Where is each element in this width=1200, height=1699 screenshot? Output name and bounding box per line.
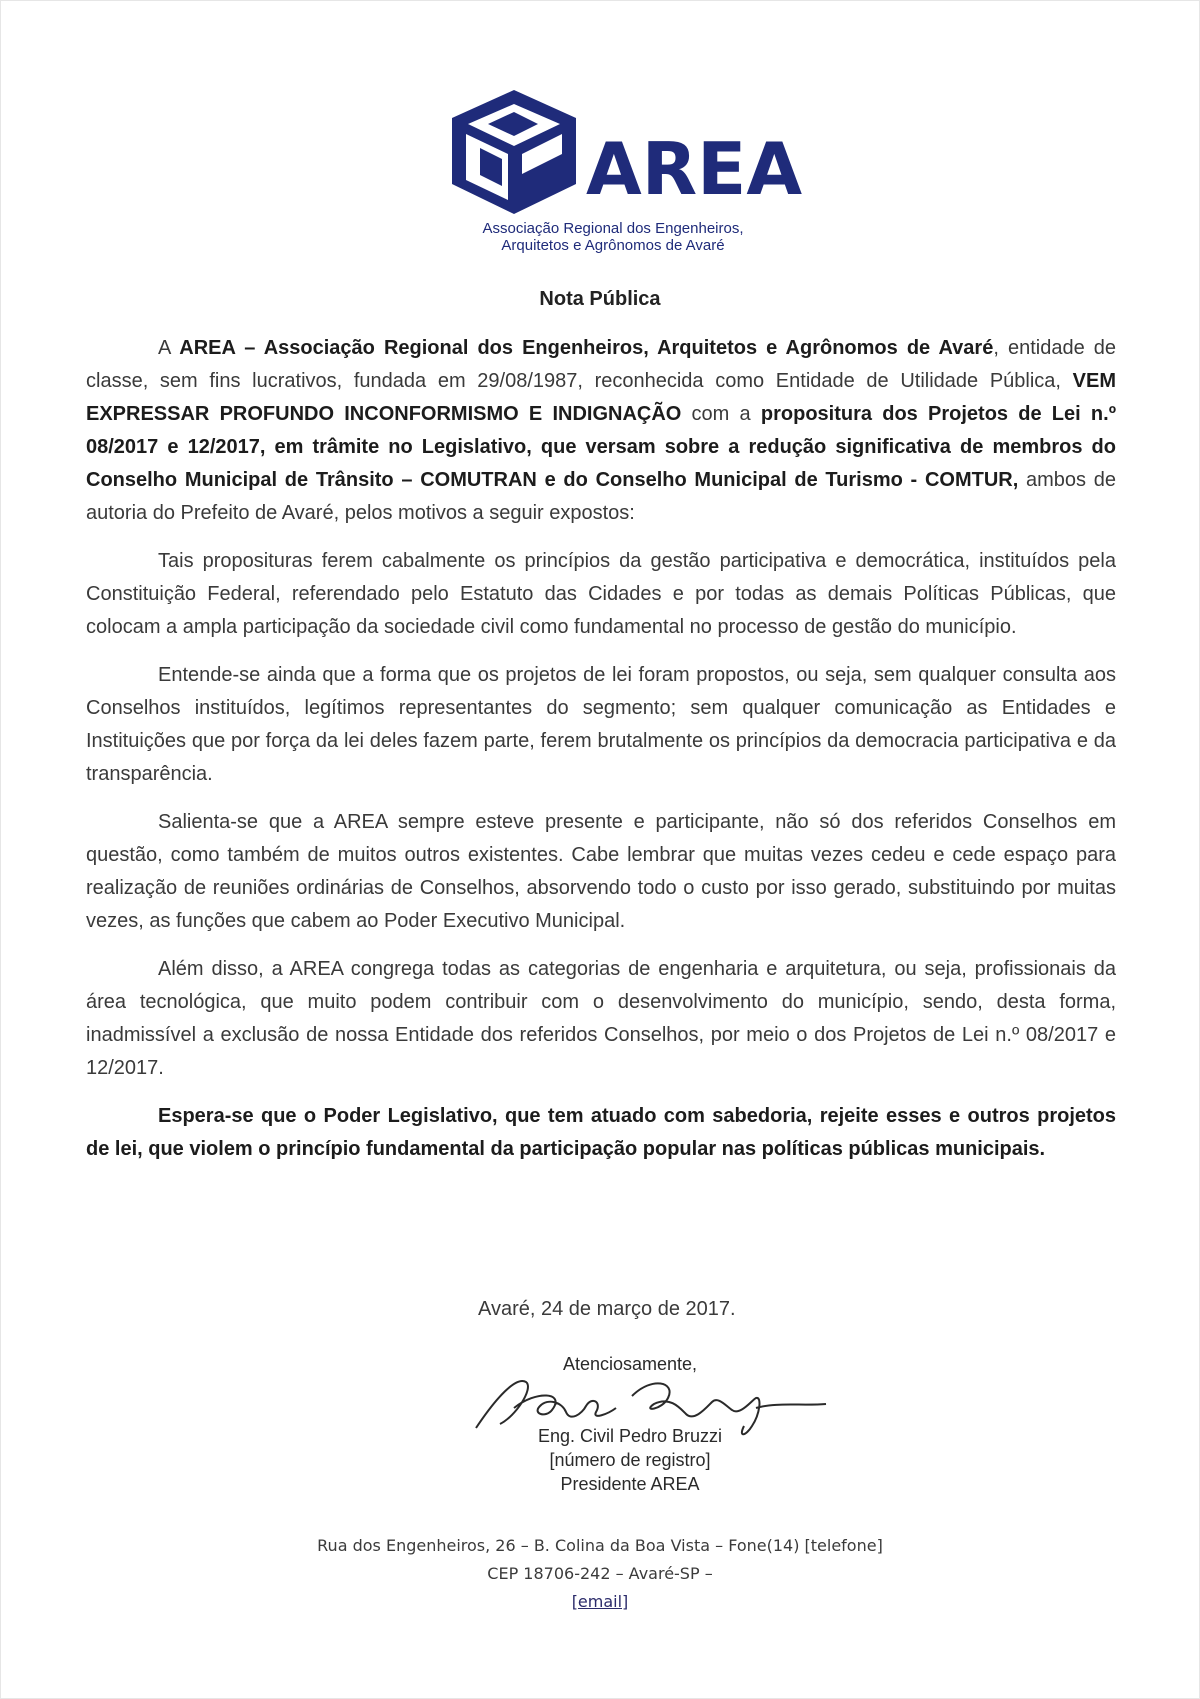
- paragraph-3: Entende-se ainda que a forma que os projetos de lei foram propostos, ou seja, sem qualquer consulta aos Conselhos instituídos, legítimos representantes do segmento; sem qualquer comunicação as Entidades e Instituições que por força da lei deles fazem parte, ferem brutalmente os princípios da democracia participativa e da transparência.: [86, 664, 1116, 785]
- signatory-registration: [número de registro]: [549, 1450, 711, 1470]
- svg-text:AREA: AREA: [586, 127, 803, 211]
- footer-line-1: Rua dos Engenheiros, 26 – B. Colina da Boa Vista – Fone(14) [telefone]: [317, 1536, 883, 1555]
- document-title: Nota Pública: [539, 288, 661, 310]
- document-date: Avaré, 24 de março de 2017.: [478, 1298, 736, 1320]
- paragraph-2: Tais proposituras ferem cabalmente os princípios da gestão participativa e democrática, instituídos pela Constituição Federal, referendado pelo Estatuto das Cidades e por todas as demais Políticas Públicas, que colocam a ampla participação da sociedade civil como fundamental no processo de gestão do município.: [86, 550, 1116, 638]
- signature-greeting: Atenciosamente,: [562, 1354, 698, 1374]
- signatory-role: Presidente AREA: [560, 1474, 700, 1494]
- paragraph-4: Salienta-se que a AREA sempre esteve presente e participante, não só dos referidos Conselhos em questão, como também de muitos outros existentes. Cabe lembrar que muitas vezes cedeu e cede espaço para realização de reuniões ordinárias de Conselhos, absorvendo todo o custo por isso gerado, substituindo por muitas vezes, as funções que cabem ao Poder Executivo Municipal.: [86, 811, 1116, 932]
- signature-block: [420, 1350, 840, 1520]
- signatory-name: Eng. Civil Pedro Bruzzi: [537, 1426, 723, 1446]
- footer-line-2: CEP 18706-242 – Avaré-SP – [email]: [0, 1560, 1200, 1616]
- paragraph-1: A AREA – Associação Regional dos Engenheiros, Arquitetos e Agrônomos de Avaré, entidade de classe, sem fins lucrativos, fundada em 29/08/1987, reconhecida como Entidade de Utilidade Pública, VEM EXPRESSAR PROFUNDO INCONFORMISMO E INDIGNAÇÃO com a propositura dos Projetos de Lei n.º 08/2017 e 12/2017, em trâmite no Legislativo, que versam sobre a redução significativa de membros do Conselho Municipal de Trânsito – COMUTRAN e do Conselho Municipal de Turismo - COMTUR, ambos de autoria do Prefeito de Avaré, pelos motivos a seguir expostos:: [86, 337, 1116, 524]
- area-wordmark: [586, 126, 803, 211]
- footer-email-link[interactable]: [email]: [571, 1592, 629, 1611]
- logo-caption: [448, 220, 778, 254]
- cube-logo-icon: [448, 88, 580, 218]
- area-logo: [448, 76, 803, 266]
- logo-caption-line1: Associação Regional dos Engenheiros,: [482, 220, 744, 237]
- closing-paragraph: Espera-se que o Poder Legislativo, que tem atuado com sabedoria, rejeite esses e outros projetos de lei, que violem o princípio fundamental da participação popular nas políticas públicas municipais.: [86, 1105, 1116, 1160]
- footer-address: [0, 1532, 1200, 1616]
- paragraph-5: Além disso, a AREA congrega todas as categorias de engenharia e arquitetura, ou seja, profissionais da área tecnológica, que muito podem contribuir com o desenvolvimento do município, sendo, desta forma, inadmissível a exclusão de nossa Entidade dos referidos Conselhos, por meio o dos Projetos de Lei n.º 08/2017 e 12/2017.: [86, 958, 1116, 1079]
- logo-caption-line2: Arquitetos e Agrônomos de Avaré: [501, 237, 725, 254]
- document-body: [86, 332, 1116, 1181]
